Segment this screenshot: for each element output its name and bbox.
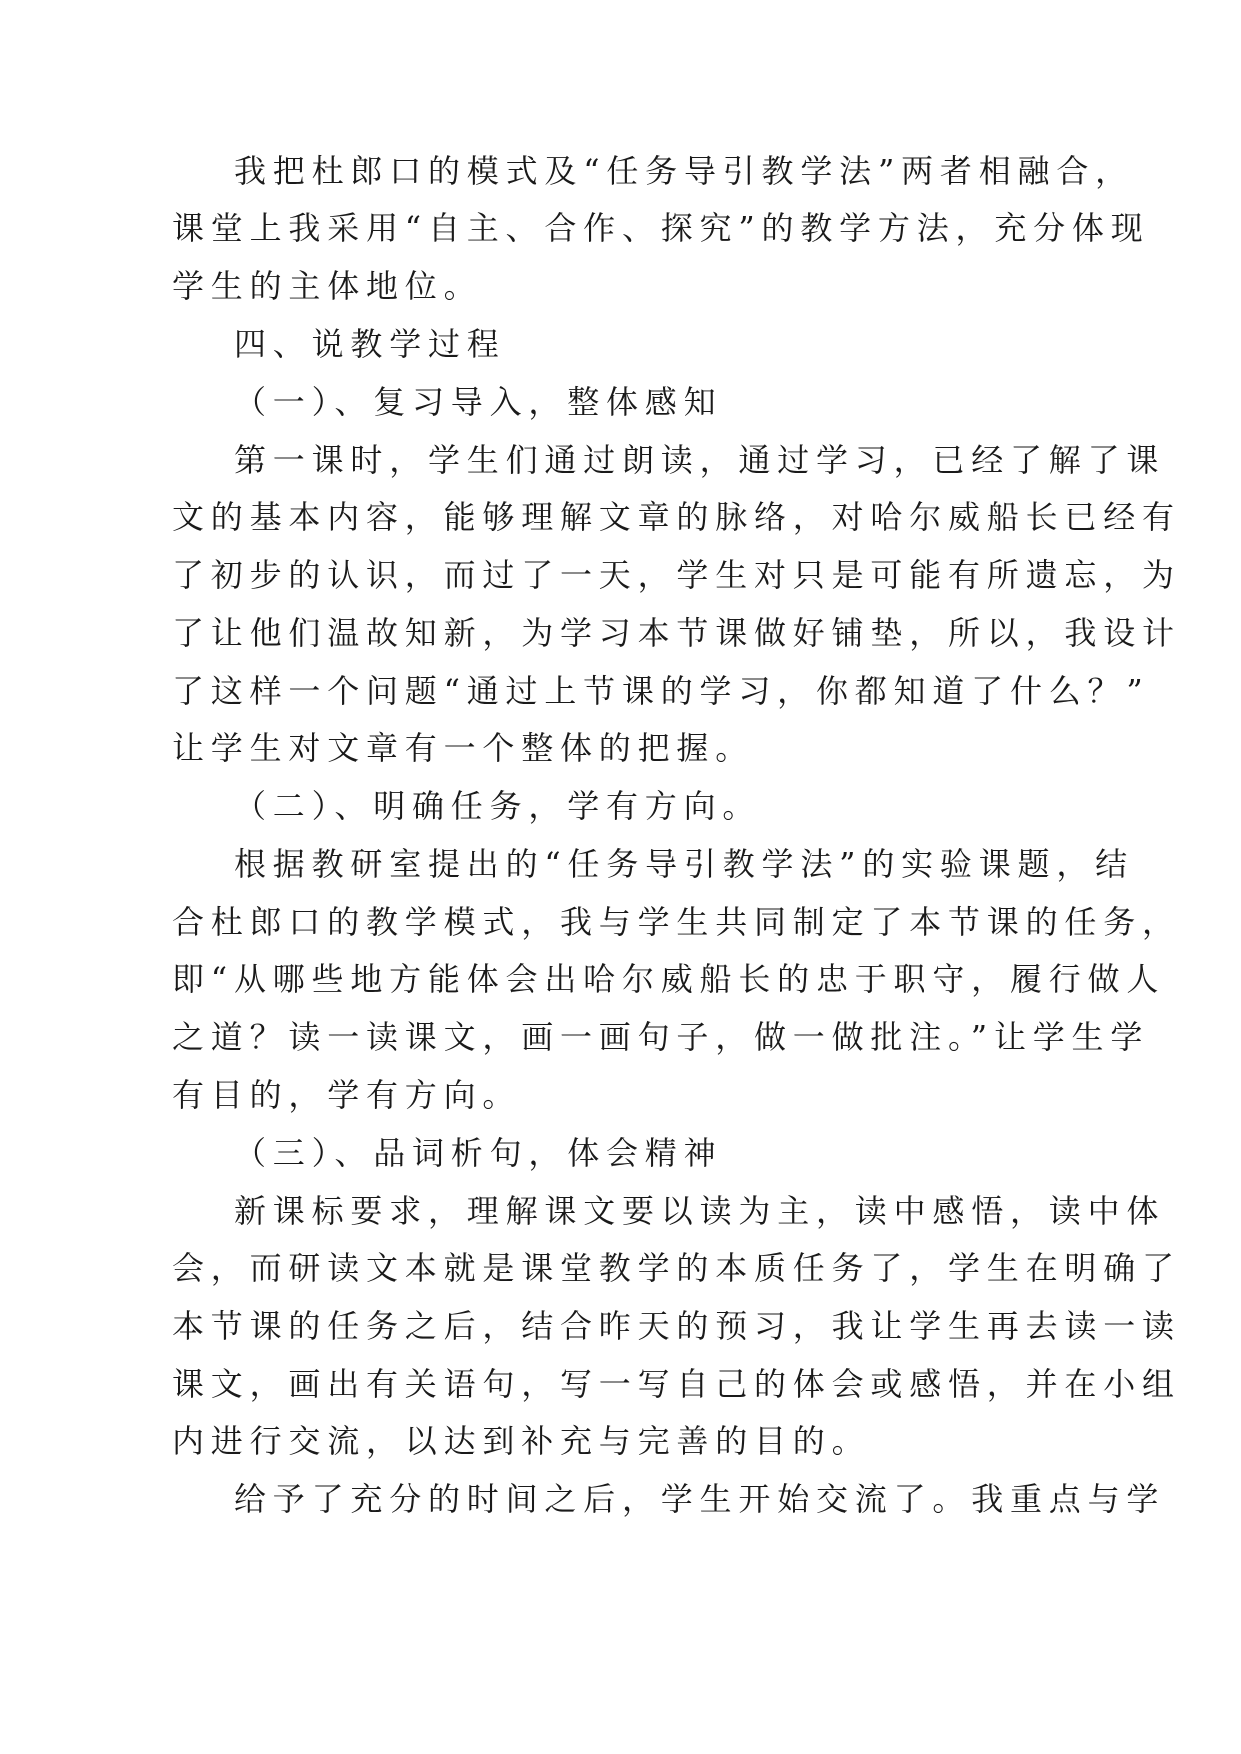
subsection-heading: （二）、明确任务，学有方向。 (234, 787, 762, 825)
paragraph-line: 学生的主体地位。 (172, 267, 483, 305)
paragraph-line: 根据教研室提出的“任务导引教学法”的实验课题，结 (234, 845, 1134, 883)
subsection-heading: （一）、复习导入，整体感知 (234, 383, 723, 421)
paragraph-line: 我把杜郎口的模式及“任务导引教学法”两者相融合， (234, 152, 1134, 190)
paragraph-line: 让学生对文章有一个整体的把握。 (172, 729, 755, 767)
paragraph-line: 给予了充分的时间之后，学生开始交流了。我重点与学 (234, 1480, 1166, 1518)
paragraph-line: 文的基本内容，能够理解文章的脉络，对哈尔威船长已经有 (172, 498, 1181, 536)
paragraph-line: 课文，画出有关语句，写一写自己的体会或感悟，并在小组 (172, 1365, 1181, 1403)
paragraph-line: 了初步的认识，而过了一天，学生对只是可能有所遗忘，为 (172, 556, 1181, 594)
paragraph-line: 有目的，学有方向。 (172, 1076, 522, 1114)
paragraph-line: 课堂上我采用“自主、合作、探究”的教学方法，充分体现 (172, 209, 1150, 247)
paragraph-line: 内进行交流，以达到补充与完善的目的。 (172, 1422, 871, 1460)
section-heading: 四、说教学过程 (234, 325, 506, 363)
paragraph-line: 第一课时，学生们通过朗读，通过学习，已经了解了课 (234, 441, 1166, 479)
paragraph-line: 之道？读一读课文，画一画句子，做一做批注。”让学生学 (172, 1018, 1150, 1056)
paragraph-line: 合杜郎口的教学模式，我与学生共同制定了本节课的任务， (172, 903, 1181, 941)
paragraph-line: 了这样一个问题“通过上节课的学习，你都知道了什么？” (172, 672, 1150, 710)
paragraph-line: 即“从哪些地方能体会出哈尔威船长的忠于职守，履行做人 (172, 960, 1166, 998)
paragraph-line: 了让他们温故知新，为学习本节课做好铺垫，所以，我设计 (172, 614, 1181, 652)
paragraph-line: 新课标要求，理解课文要以读为主，读中感悟，读中体 (234, 1192, 1166, 1230)
paragraph-line: 本节课的任务之后，结合昨天的预习，我让学生再去读一读 (172, 1307, 1181, 1345)
paragraph-line: 会，而研读文本就是课堂教学的本质任务了，学生在明确了 (172, 1249, 1181, 1287)
subsection-heading: （三）、品词析句，体会精神 (234, 1134, 723, 1172)
